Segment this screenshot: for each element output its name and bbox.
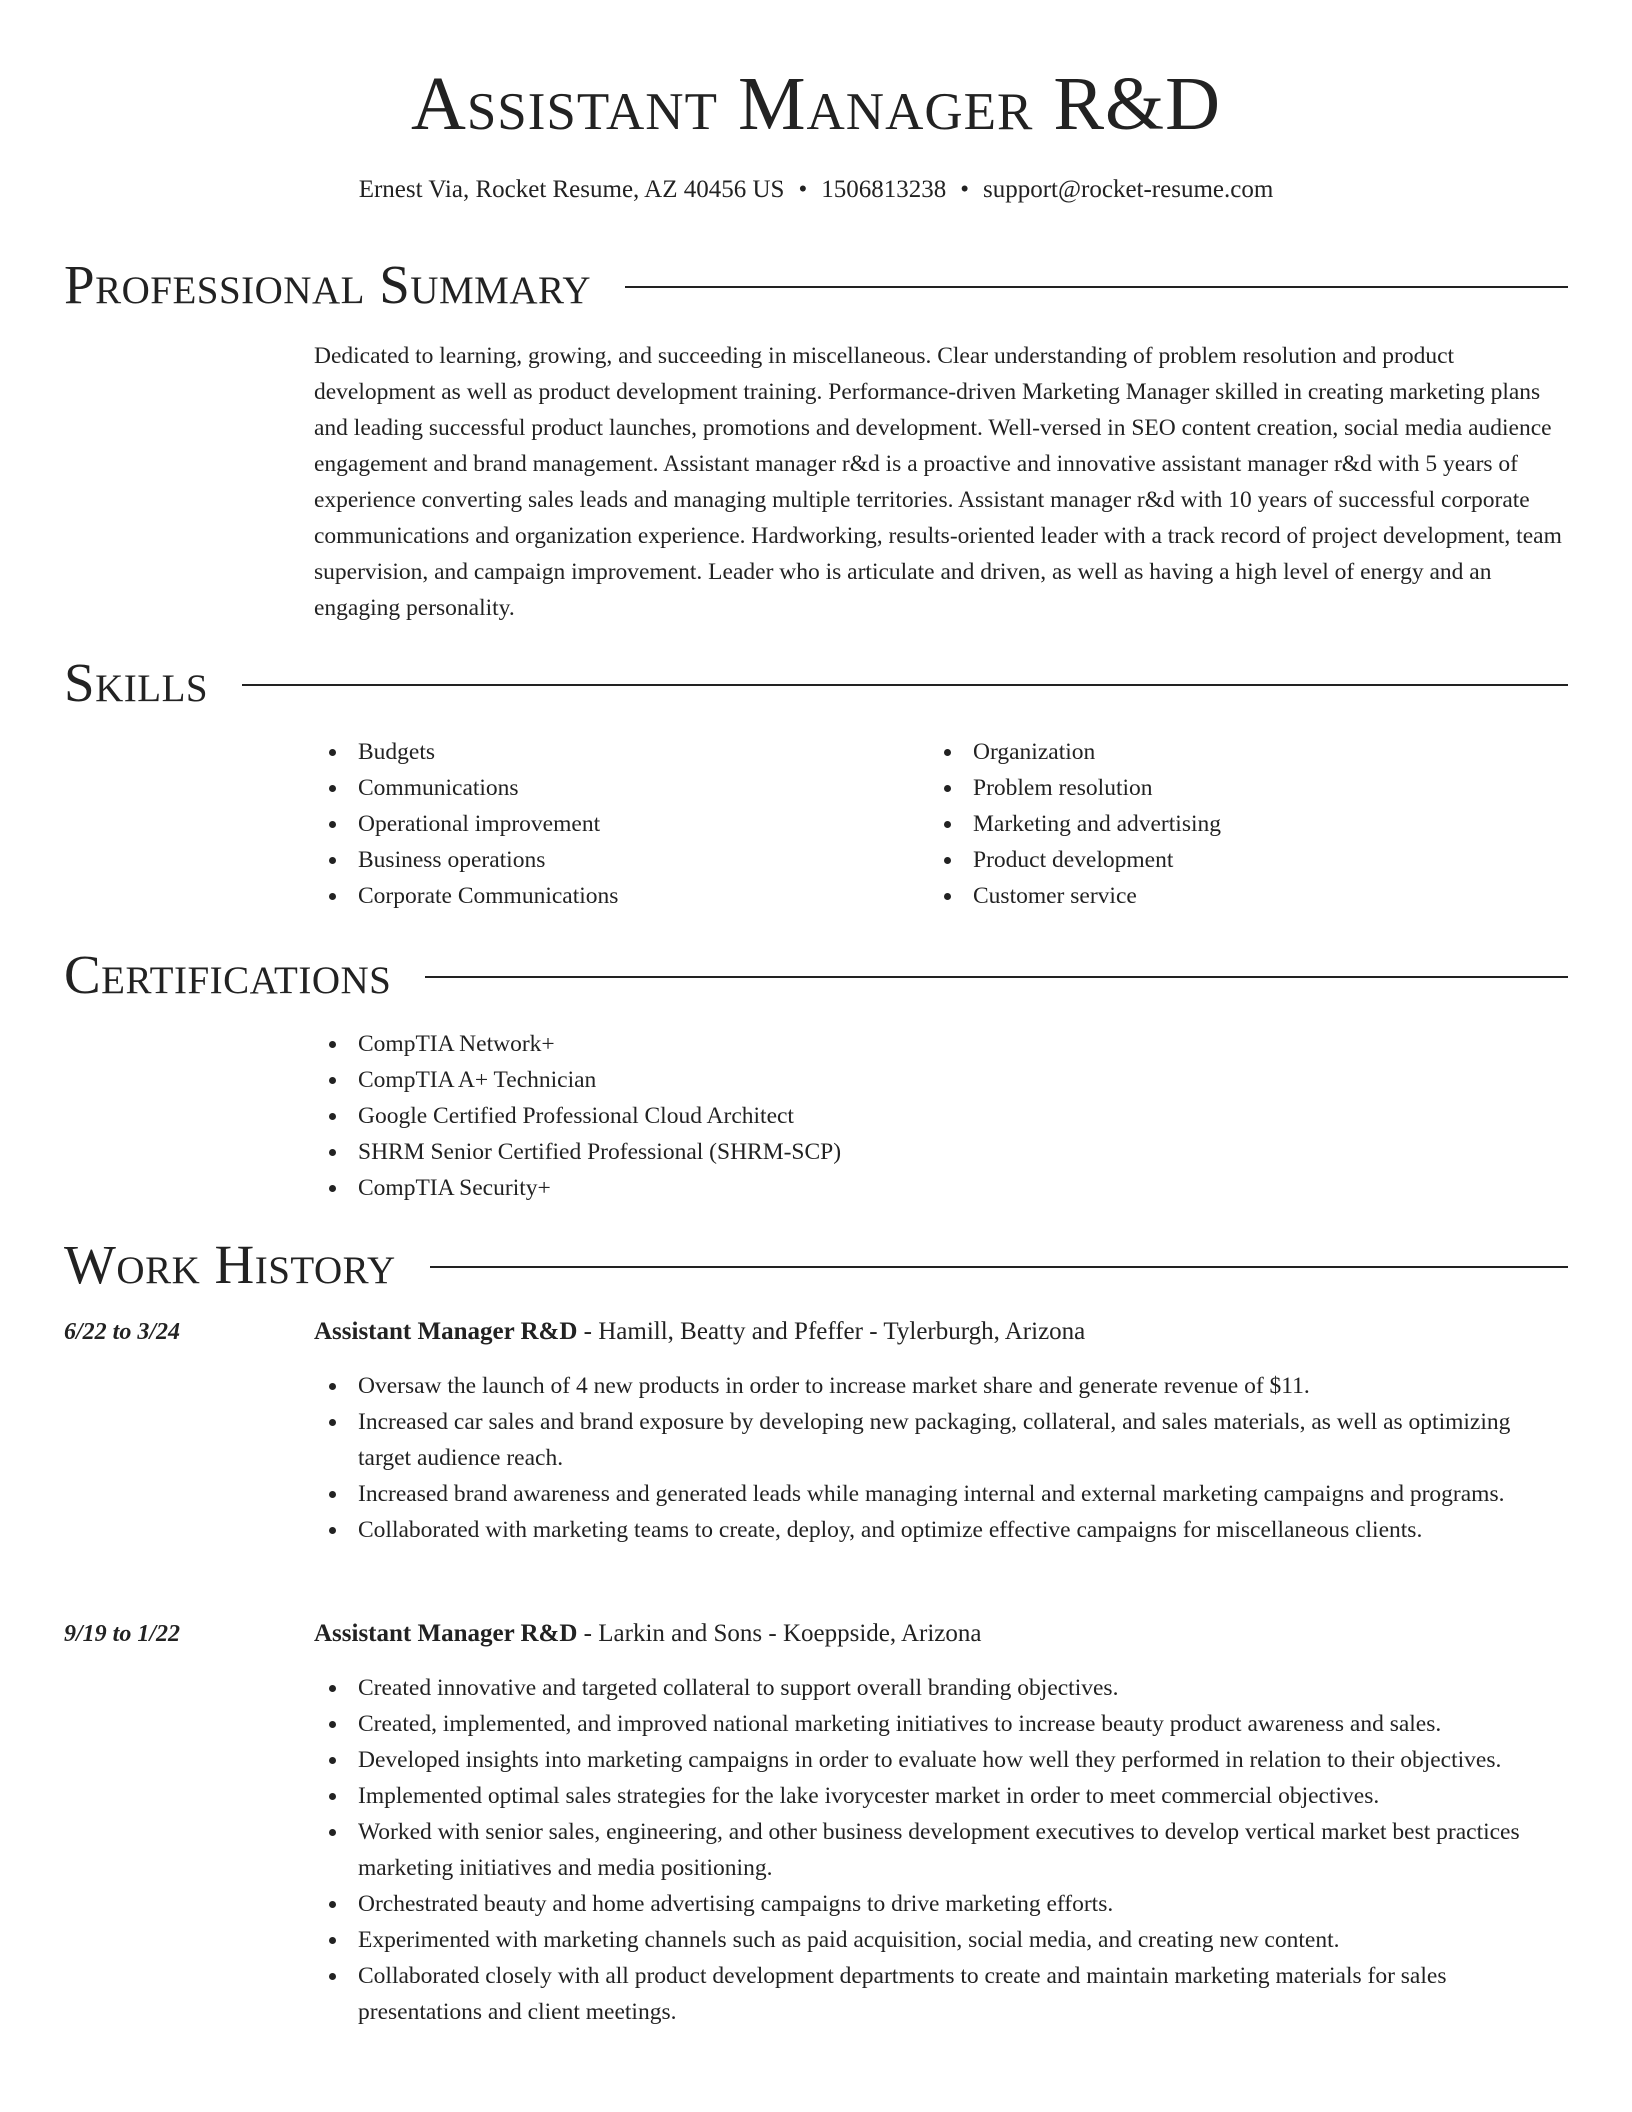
- section-divider: [430, 1266, 1568, 1268]
- job-title-line: [314, 1314, 1568, 1350]
- skill-item: Operational improvement: [314, 806, 914, 842]
- contact-phone: 1506813238: [821, 176, 947, 203]
- skill-item: Budgets: [314, 734, 914, 770]
- certification-item: CompTIA Network+: [314, 1026, 1314, 1062]
- contact-line: [0, 172, 1632, 208]
- skill-item: Organization: [929, 734, 1529, 770]
- job-bullet: Increased brand awareness and generated leads while managing internal and external marketing campaigns and programs.: [314, 1476, 1568, 1512]
- certification-item: CompTIA A+ Technician: [314, 1062, 1314, 1098]
- skill-item: Customer service: [929, 878, 1529, 914]
- work-history-section-title: Work History: [64, 1234, 396, 1295]
- skill-item: Communications: [314, 770, 914, 806]
- job-role: Assistant Manager R&D: [314, 1318, 578, 1345]
- job-employer: - Hamill, Beatty and Pfeffer - Tylerburgh, Arizona: [577, 1318, 1086, 1345]
- summary-text: Dedicated to learning, growing, and succeeding in miscellaneous. Clear understanding of problem resolution and product development as well as product development training. Performance-driven Marketing Manager skilled in creating marketing plans and leading successful product launches, promotions and development. Well-versed in SEO content creation, social media audience engagement and brand management. Assistant manager r&d is a proactive and innovative assistant manager r&d with 5 years of experience converting sales leads and managing multiple territories. Assistant manager r&d with 10 years of successful corporate communications and organization experience. Hardworking, results-oriented leader with a track record of project development, team supervision, and campaign improvement. Leader who is articulate and driven, as well as having a high level of energy and an engaging personality.: [314, 343, 1562, 621]
- certification-item: CompTIA Security+: [314, 1170, 1314, 1206]
- skills-section-title: Skills: [64, 652, 209, 713]
- certification-item: SHRM Senior Certified Professional (SHRM-SCP): [314, 1134, 1314, 1170]
- job-role: Assistant Manager R&D: [314, 1620, 578, 1647]
- contact-address: Ernest Via, Rocket Resume, AZ 40456 US: [358, 176, 785, 203]
- skills-list-left: [314, 734, 914, 914]
- job-bullet: Implemented optimal sales strategies for the lake ivorycester market in order to meet commercial objectives.: [314, 1778, 1568, 1814]
- skill-item: Business operations: [314, 842, 914, 878]
- section-divider: [425, 976, 1568, 978]
- job-bullet: Created innovative and targeted collateral to support overall branding objectives.: [314, 1670, 1568, 1706]
- skill-item: Problem resolution: [929, 770, 1529, 806]
- job-bullet: Orchestrated beauty and home advertising campaigns to drive marketing efforts.: [314, 1886, 1568, 1922]
- contact-email: support@rocket-resume.com: [983, 176, 1274, 203]
- summary-section-header: [64, 252, 1568, 318]
- job-bullet: Collaborated with marketing teams to create, deploy, and optimize effective campaigns for miscellaneous clients.: [314, 1512, 1568, 1548]
- job-bullet: Developed insights into marketing campaigns in order to evaluate how well they performed in relation to their objectives.: [314, 1742, 1568, 1778]
- job-dates: 6/22 to 3/24: [64, 1319, 181, 1345]
- skill-item: Corporate Communications: [314, 878, 914, 914]
- job-bullet: Experimented with marketing channels such as paid acquisition, social media, and creating new content.: [314, 1922, 1568, 1958]
- job-dates: 9/19 to 1/22: [64, 1621, 181, 1647]
- work-history-section-header: [64, 1232, 1568, 1298]
- job-bullet: Created, implemented, and improved national marketing initiatives to increase beauty product awareness and sales.: [314, 1706, 1568, 1742]
- job-employer: - Larkin and Sons - Koeppside, Arizona: [577, 1620, 982, 1647]
- job-bullet: Increased car sales and brand exposure by developing new packaging, collateral, and sales materials, as well as optimizing target audience reach.: [314, 1404, 1568, 1476]
- skills-section-header: [64, 650, 1568, 716]
- contact-separator: •: [960, 176, 969, 203]
- certification-item: Google Certified Professional Cloud Architect: [314, 1098, 1314, 1134]
- skill-item: Marketing and advertising: [929, 806, 1529, 842]
- skill-item: Product development: [929, 842, 1529, 878]
- section-divider: [625, 286, 1568, 288]
- job-bullet: Collaborated closely with all product development departments to create and maintain marketing materials for sales presentations and client meetings.: [314, 1958, 1568, 2030]
- skills-list-right: [929, 734, 1529, 914]
- job-title-line: [314, 1616, 1568, 1652]
- summary-section-title: Professional Summary: [64, 254, 592, 315]
- certifications-list: [314, 1026, 1314, 1206]
- job-bullet-list: [314, 1670, 1568, 2030]
- certifications-section-header: [64, 942, 1568, 1008]
- resume-name: Assistant Manager R&D: [410, 62, 1222, 146]
- contact-separator: •: [798, 176, 808, 203]
- certifications-section-title: Certifications: [64, 944, 392, 1005]
- job-bullet: Worked with senior sales, engineering, and other business development executives to develop vertical market best practices marketing initiatives and media positioning.: [314, 1814, 1568, 1886]
- job-bullet-list: [314, 1368, 1568, 1548]
- job-bullet: Oversaw the launch of 4 new products in order to increase market share and generate revenue of $11.: [314, 1368, 1568, 1404]
- section-divider: [242, 684, 1568, 686]
